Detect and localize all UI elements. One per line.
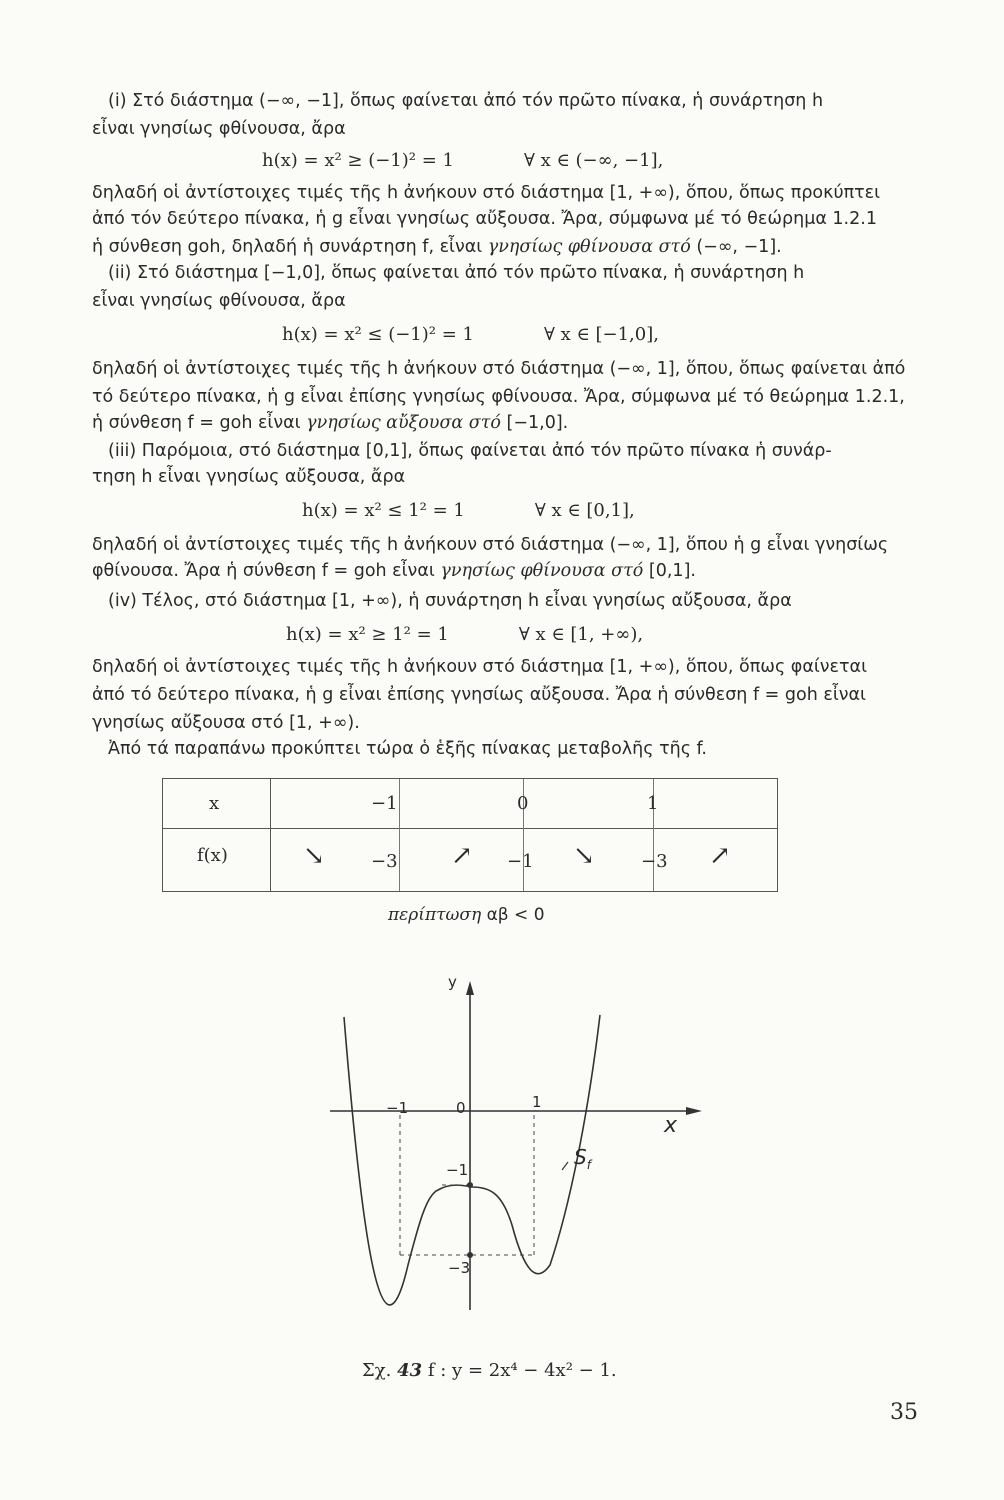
formula-quantifier: ∀ x ∈ [1, +∞), [518, 624, 644, 645]
text-line: ἀπό τό δεύτερο πίνακα, ἡ g εἶναι ἐπίσης γνησίως αὔξουσα. Ἄρα ἡ σύνθεση f = goh εἶναι [92, 685, 866, 705]
figure-formula: f : y = 2x⁴ − 4x² − 1. [427, 1360, 617, 1381]
text-span: [−1,0]. [500, 413, 569, 433]
text-line: (iii) Παρόμοια, στό διάστημα [0,1], ὅπως φαίνεται ἀπό τόν πρῶτο πίνακα ἡ συνάρ- [108, 441, 832, 461]
formula-3 [302, 500, 635, 521]
text-line [92, 560, 912, 582]
text-line: ἀπό τόν δεύτερο πίνακα, ἡ g εἶναι γνησίως αὔξουσα. Ἄρα, σύμφωνα μέ τό θεώρημα 1.2.1 [92, 209, 877, 229]
tick-label: 1 [532, 1093, 542, 1111]
text-line: τηση h εἶναι γνησίως αὔξουσα, ἄρα [92, 467, 406, 487]
text-span: (−∞, −1]. [690, 237, 782, 257]
text-line: δηλαδή οἱ ἀντίστοιχες τιμές τῆς h ἀνήκουν στό διάστημα (−∞, 1], ὅπου ἡ g εἶναι γνησίως [92, 535, 889, 555]
formula-quantifier: ∀ x ∈ [−1,0], [543, 324, 659, 345]
row-divider [163, 828, 777, 829]
curve-label-sub: f [586, 1158, 591, 1172]
text-span: [0,1]. [643, 561, 696, 581]
text-line: εἶναι γνησίως φθίνουσα, ἄρα [92, 291, 346, 311]
formula-quantifier: ∀ x ∈ (−∞, −1], [523, 150, 664, 171]
x-axis-arrow-icon [686, 1107, 702, 1115]
column-divider [270, 779, 271, 891]
text-line: δηλαδή οἱ ἀντίστοιχες τιμές τῆς h ἀνήκουν στό διάστημα [1, +∞), ὅπου, ὅπως φαίνεται [92, 657, 868, 677]
case-condition: αβ < 0 [486, 905, 545, 925]
x-value: 0 [517, 793, 529, 814]
increasing-arrow-icon: ↗ [709, 841, 731, 871]
y-axis-arrow-icon [466, 981, 474, 995]
decreasing-arrow-icon: ↘ [573, 841, 595, 871]
text-line: δηλαδή οἱ ἀντίστοιχες τιμές τῆς h ἀνήκουν στό διάστημα [1, +∞), ὅπου, ὅπως προκύπτει [92, 183, 881, 203]
tick-label: 0 [456, 1099, 466, 1117]
text-line: τό δεύτερο πίνακα, ἡ g εἶναι ἐπίσης γνησίως φθίνουσα. Ἄρα, σύμφωνα μέ τό θεώρημα 1.2.1, [92, 387, 905, 407]
curve-label [574, 1145, 591, 1172]
case-label: περίπτωση [388, 905, 482, 925]
formula-quantifier: ∀ x ∈ [0,1], [534, 500, 635, 521]
text-span: ἡ σύνθεση f = goh εἶναι [92, 413, 307, 433]
value-label: −1 [446, 1161, 469, 1179]
decreasing-arrow-icon: ↘ [303, 841, 325, 871]
formula-lhs: h(x) = x² ≤ 1² = 1 [302, 500, 465, 521]
tick-label: −1 [386, 1099, 409, 1117]
x-axis-label: x [664, 1113, 678, 1138]
case-caption [388, 905, 545, 925]
text-line [92, 236, 912, 258]
x-value: 1 [647, 793, 659, 814]
text-line: γνησίως αὔξουσα στό [1, +∞). [92, 713, 360, 733]
y-axis-label: y [448, 973, 457, 991]
text-span: ἡ σύνθεση goh, δηλαδή ἡ συνάρτηση f, εἶναι [92, 237, 488, 257]
curve-label-main: S [574, 1145, 587, 1169]
graph-svg [330, 965, 730, 1355]
italic-phrase: γνησίως αὔξουσα στό [306, 413, 501, 433]
value-label: −3 [448, 1259, 471, 1277]
formula-1 [262, 150, 663, 171]
page-number: 35 [890, 1400, 918, 1425]
figure-number: 43 [397, 1360, 423, 1381]
text-span: φθίνουσα. Ἄρα ἡ σύνθεση f = goh εἶναι [92, 561, 441, 581]
function-graph [330, 965, 730, 1359]
text-line: εἶναι γνησίως φθίνουσα, ἄρα [92, 119, 346, 139]
point-marker [467, 1182, 473, 1188]
f-value: −1 [507, 851, 534, 872]
curve-label-pointer [562, 1162, 568, 1170]
point-marker [467, 1252, 473, 1258]
text-line: δηλαδή οἱ ἀντίστοιχες τιμές τῆς h ἀνήκουν στό διάστημα (−∞, 1], ὅπου, ὅπως φαίνεται ἀπό [92, 359, 906, 379]
f-value: −3 [371, 851, 398, 872]
text-line: (iv) Τέλος, στό διάστημα [1, +∞), ἡ συνάρτηση h εἶναι γνησίως αὔξουσα, ἄρα [108, 591, 792, 611]
figure-prefix: Σχ. [362, 1360, 392, 1381]
formula-lhs: h(x) = x² ≥ (−1)² = 1 [262, 150, 454, 171]
italic-phrase: γνησίως φθίνουσα στό [440, 561, 644, 581]
figure-caption [362, 1360, 617, 1381]
row-label-x: x [209, 793, 220, 814]
text-line: (ii) Στό διάστημα [−1,0], ὅπως φαίνεται ἀπό τόν πρῶτο πίνακα, ἡ συνάρτηση h [108, 263, 805, 283]
formula-lhs: h(x) = x² ≤ (−1)² = 1 [282, 324, 474, 345]
text-line: Ἀπό τά παραπάνω προκύπτει τώρα ὁ ἑξῆς πίνακας μεταβολῆς τῆς f. [108, 739, 707, 759]
row-label-fx: f(x) [197, 845, 228, 866]
column-tick [399, 779, 400, 891]
x-value: −1 [371, 793, 398, 814]
variation-table [162, 778, 778, 892]
formula-lhs: h(x) = x² ≥ 1² = 1 [286, 624, 449, 645]
formula-4 [286, 624, 643, 645]
formula-2 [282, 324, 659, 345]
increasing-arrow-icon: ↗ [451, 841, 473, 871]
text-line [92, 412, 912, 434]
f-value: −3 [641, 851, 668, 872]
italic-phrase: γνησίως φθίνουσα στό [487, 237, 691, 257]
text-line: (i) Στό διάστημα (−∞, −1], ὅπως φαίνεται ἀπό τόν πρῶτο πίνακα, ἡ συνάρτηση h [108, 91, 824, 111]
function-curve [344, 1015, 600, 1305]
